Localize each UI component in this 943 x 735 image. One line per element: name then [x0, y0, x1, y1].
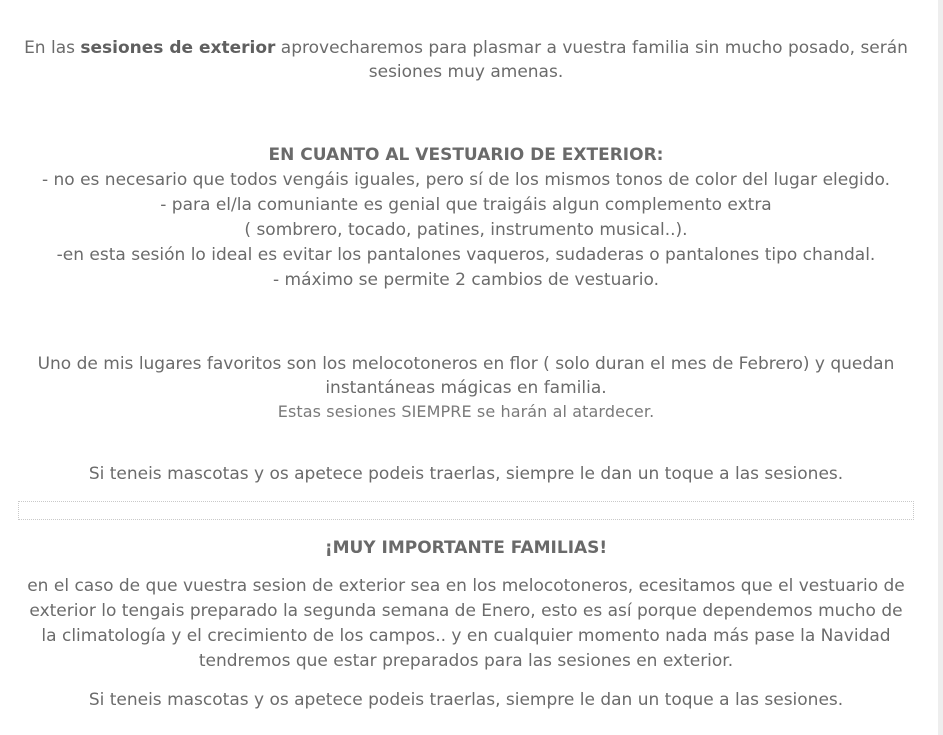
- intro-bold-text: sesiones de exterior: [80, 38, 276, 58]
- intro-line-2: sesiones muy amenas.: [368, 62, 564, 82]
- wardrobe-section: [18, 143, 914, 293]
- important-line: la climatología y el crecimiento de los campos.. y en cualquier momento nada más pase la Navidad: [41, 626, 891, 646]
- important-paragraph: [18, 574, 914, 674]
- wardrobe-line: ( sombrero, tocado, patines, instrumento musical..).: [244, 220, 688, 240]
- favorites-line-2: instantáneas mágicas en familia.: [325, 378, 607, 398]
- scrollbar-track[interactable]: [938, 0, 943, 735]
- dotted-divider: [18, 501, 914, 520]
- important-line: tendremos que estar preparados para las sesiones en exterior.: [198, 651, 734, 671]
- sunset-note: Estas sesiones SIEMPRE se harán al atardecer.: [277, 402, 655, 421]
- wardrobe-heading: EN CUANTO AL VESTUARIO DE EXTERIOR:: [268, 145, 664, 165]
- important-line: exterior lo tengais preparado la segunda semana de Enero, esto es así porque dependemos mucho de: [29, 601, 903, 621]
- wardrobe-line: - para el/la comuniante es genial que traigáis algun complemento extra: [160, 195, 772, 215]
- important-line: en el caso de que vuestra sesion de exterior sea en los melocotoneros, ecesitamos que el vestuario de: [27, 576, 905, 596]
- wardrobe-line: -en esta sesión lo ideal es evitar los pantalones vaqueros, sudaderas o pantalones tipo chandal.: [56, 245, 876, 265]
- intro-line-1-rest: aprovecharemos para plasmar a vuestra familia sin mucho posado, serán: [275, 38, 908, 58]
- intro-prefix: En las: [24, 38, 81, 58]
- intro-paragraph: [18, 36, 914, 84]
- favorites-paragraph: [18, 352, 914, 424]
- pets-note: Si teneis mascotas y os apetece podeis traerlas, siempre le dan un toque a las sesiones.: [88, 464, 844, 484]
- wardrobe-line: - no es necesario que todos vengáis iguales, pero sí de los mismos tonos de color del lugar elegido.: [41, 170, 891, 190]
- important-title: ¡MUY IMPORTANTE FAMILIAS!: [324, 538, 608, 558]
- intro-line-1: [18, 36, 914, 60]
- wardrobe-line: - máximo se permite 2 cambios de vestuario.: [273, 270, 659, 290]
- pets-note-repeat: Si teneis mascotas y os apetece podeis traerlas, siempre le dan un toque a las sesiones.: [88, 690, 844, 710]
- favorites-line-1: Uno de mis lugares favoritos son los melocotoneros en flor ( solo duran el mes de Febrero) y quedan: [37, 354, 895, 374]
